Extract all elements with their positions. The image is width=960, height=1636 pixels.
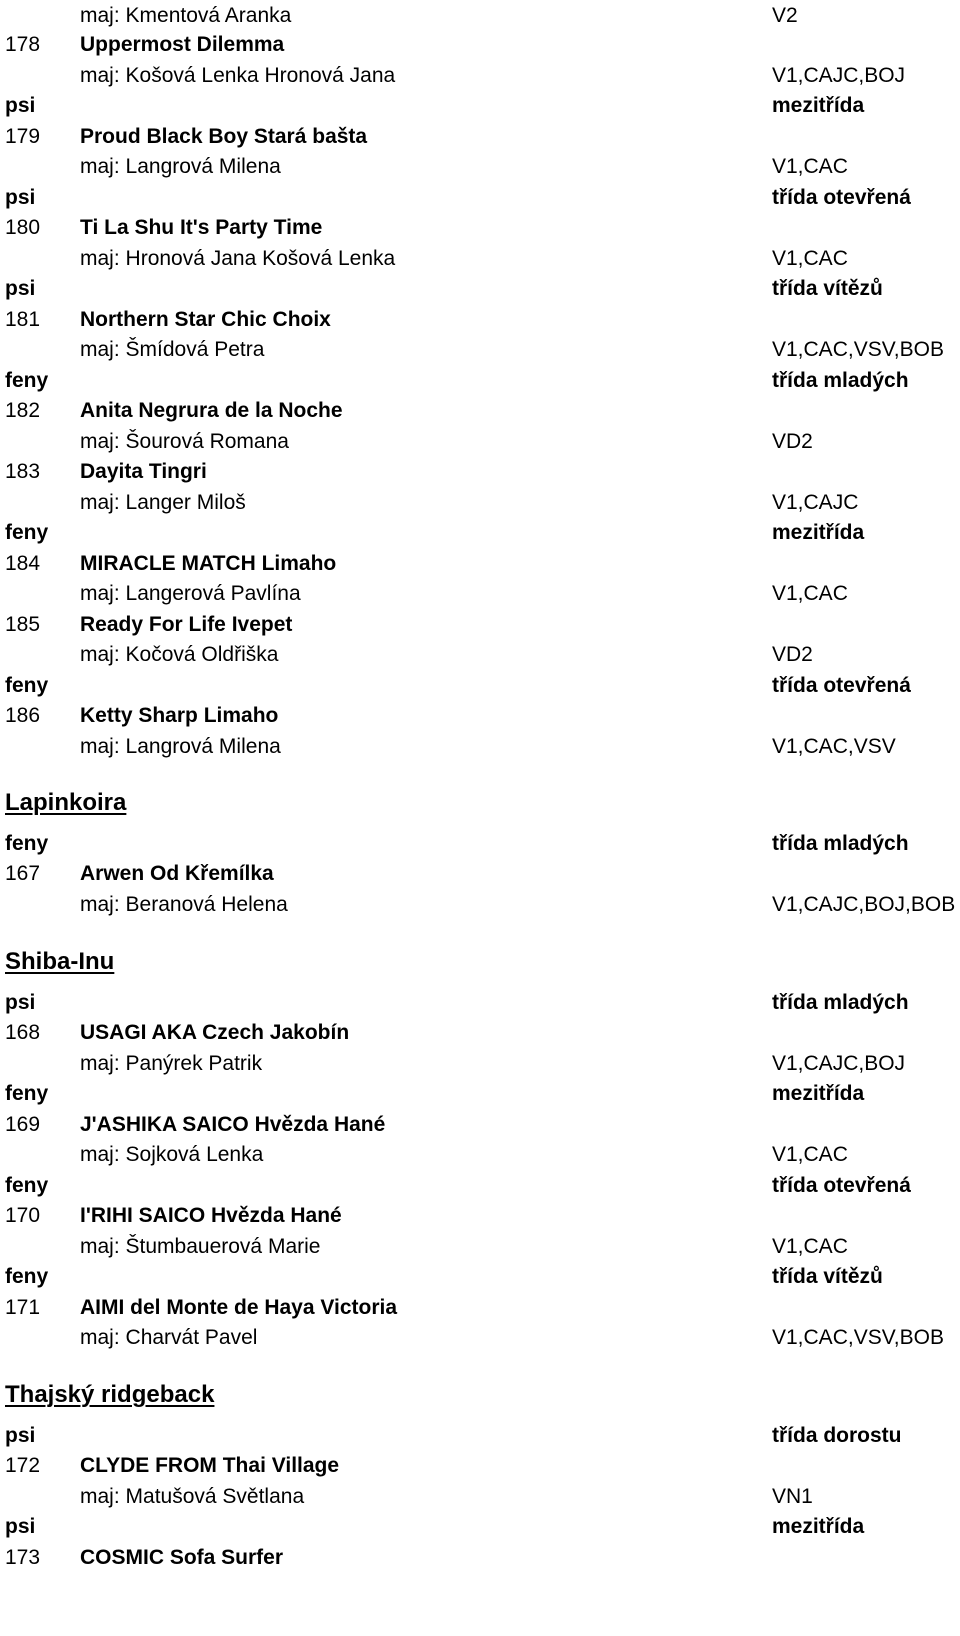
sex-label: psi	[5, 991, 36, 1014]
dog-name: Ti La Shu It's Party Time	[80, 216, 323, 239]
dog-name-row	[0, 212, 960, 244]
owner	[80, 1322, 257, 1354]
dog-name: Arwen Od Křemílka	[80, 862, 274, 885]
owner	[80, 1139, 263, 1171]
dog-name: Ready For Life Ivepet	[80, 613, 293, 636]
breed-heading: Lapinkoira	[5, 789, 127, 816]
class-row	[0, 1261, 960, 1293]
sex-label: feny	[5, 1174, 49, 1197]
class-label: třída mladých	[772, 991, 909, 1014]
owner-row	[0, 639, 960, 671]
catalog-number: 181	[5, 308, 41, 331]
owner-name: Kmentová Aranka	[125, 4, 292, 27]
breed-heading: Thajský ridgeback	[5, 1381, 215, 1408]
result: V1,CAC	[772, 155, 848, 178]
owner-name: Košová Lenka Hronová Jana	[125, 64, 396, 87]
catalog-number: 173	[5, 1546, 41, 1569]
owner-name: Charvát Pavel	[125, 1326, 258, 1349]
sex-label: psi	[5, 1515, 36, 1538]
dog-name-row	[0, 548, 960, 580]
owner-row	[0, 1139, 960, 1171]
dog-name: Proud Black Boy Stará bašta	[80, 125, 368, 148]
dog-name-row	[0, 1542, 960, 1574]
owner-prefix: maj:	[80, 4, 120, 27]
owner-row	[0, 1048, 960, 1080]
result: VD2	[772, 643, 813, 666]
owner-row	[0, 60, 960, 92]
catalog-number: 182	[5, 399, 41, 422]
class-row	[0, 90, 960, 122]
result: V2	[772, 4, 798, 27]
dog-name: Northern Star Chic Choix	[80, 308, 331, 331]
class-row	[0, 670, 960, 702]
owner-row	[0, 889, 960, 921]
class-label: třída otevřená	[772, 186, 911, 209]
catalog-number: 169	[5, 1113, 41, 1136]
class-row	[0, 182, 960, 214]
dog-name: Anita Negrura de la Noche	[80, 399, 343, 422]
owner-prefix: maj:	[80, 247, 120, 270]
class-row	[0, 273, 960, 305]
class-row	[0, 828, 960, 860]
catalog-number: 178	[5, 33, 41, 56]
dog-name: USAGI AKA Czech Jakobín	[80, 1021, 350, 1044]
catalog-number: 171	[5, 1296, 41, 1319]
owner-prefix: maj:	[80, 1143, 120, 1166]
dog-name-row	[0, 29, 960, 61]
result: V1,CAC	[772, 247, 848, 270]
dog-name-row	[0, 1450, 960, 1482]
owner	[80, 578, 301, 610]
owner-name: Langrová Milena	[125, 155, 281, 178]
catalog-number: 179	[5, 125, 41, 148]
catalog-number: 167	[5, 862, 41, 885]
dog-name: J'ASHIKA SAICO Hvězda Hané	[80, 1113, 386, 1136]
result: V1,CAC	[772, 582, 848, 605]
owner	[80, 639, 278, 671]
class-label: třída otevřená	[772, 674, 911, 697]
catalog-number: 170	[5, 1204, 41, 1227]
catalog-number: 184	[5, 552, 41, 575]
owner-name: Štumbauerová Marie	[125, 1235, 321, 1258]
class-row	[0, 1511, 960, 1543]
owner	[80, 60, 395, 92]
result: V1,CAJC	[772, 491, 859, 514]
owner	[80, 1048, 262, 1080]
result: V1,CAC,VSV,BOB	[772, 1326, 944, 1349]
class-label: mezitřída	[772, 1515, 865, 1538]
result: V1,CAC	[772, 1143, 848, 1166]
owner-name: Langer Miloš	[125, 491, 246, 514]
owner-prefix: maj:	[80, 1235, 120, 1258]
owner	[80, 426, 289, 458]
owner-name: Šourová Romana	[125, 430, 289, 453]
owner-prefix: maj:	[80, 155, 120, 178]
dog-name: MIRACLE MATCH Limaho	[80, 552, 337, 575]
dog-name: CLYDE FROM Thai Village	[80, 1454, 340, 1477]
sex-label: feny	[5, 521, 49, 544]
dog-name: Dayita Tingri	[80, 460, 207, 483]
catalog-number: 185	[5, 613, 41, 636]
dog-name: Uppermost Dilemma	[80, 33, 285, 56]
class-label: třída vítězů	[772, 277, 883, 300]
owner	[80, 487, 246, 519]
sex-label: feny	[5, 674, 49, 697]
result: V1,CAC,VSV	[772, 735, 896, 758]
sex-label: feny	[5, 832, 49, 855]
dog-name-row	[0, 304, 960, 336]
owner	[80, 334, 264, 366]
sex-label: psi	[5, 277, 36, 300]
owner-row	[0, 151, 960, 183]
dog-name-row	[0, 121, 960, 153]
class-label: třída mladých	[772, 369, 909, 392]
owner	[80, 1481, 304, 1513]
class-row	[0, 1170, 960, 1202]
class-row	[0, 517, 960, 549]
class-label: třída dorostu	[772, 1424, 902, 1447]
owner-prefix: maj:	[80, 893, 120, 916]
class-label: třída otevřená	[772, 1174, 911, 1197]
owner-prefix: maj:	[80, 491, 120, 514]
catalog-number: 172	[5, 1454, 41, 1477]
result: V1,CAJC,BOJ,BOB	[772, 893, 956, 916]
owner-prefix: maj:	[80, 1485, 120, 1508]
class-label: třída mladých	[772, 832, 909, 855]
dog-name-row	[0, 609, 960, 641]
owner-prefix: maj:	[80, 1052, 120, 1075]
class-row	[0, 365, 960, 397]
class-label: mezitřída	[772, 521, 865, 544]
owner-prefix: maj:	[80, 643, 120, 666]
dog-name-row	[0, 858, 960, 890]
owner-name: Hronová Jana Košová Lenka	[125, 247, 396, 270]
owner-name: Sojková Lenka	[125, 1143, 264, 1166]
owner-name: Šmídová Petra	[125, 338, 265, 361]
owner-row	[0, 1231, 960, 1263]
dog-name-row	[0, 1017, 960, 1049]
class-label: mezitřída	[772, 1082, 865, 1105]
result: V1,CAJC,BOJ	[772, 64, 906, 87]
sex-label: feny	[5, 1265, 49, 1288]
sex-label: psi	[5, 94, 36, 117]
catalog-number: 180	[5, 216, 41, 239]
owner-prefix: maj:	[80, 735, 120, 758]
owner	[80, 243, 395, 275]
dog-name-row	[0, 1292, 960, 1324]
owner-row	[0, 334, 960, 366]
owner-prefix: maj:	[80, 64, 120, 87]
owner-prefix: maj:	[80, 582, 120, 605]
dog-name-row	[0, 456, 960, 488]
owner-row	[0, 578, 960, 610]
dog-name: AIMI del Monte de Haya Victoria	[80, 1296, 398, 1319]
owner	[80, 1231, 320, 1263]
owner-prefix: maj:	[80, 338, 120, 361]
class-label: třída vítězů	[772, 1265, 883, 1288]
dog-name-row	[0, 1200, 960, 1232]
owner	[80, 731, 281, 763]
dog-name: I'RIHI SAICO Hvězda Hané	[80, 1204, 342, 1227]
catalog-number: 186	[5, 704, 41, 727]
result: V1,CAC,VSV,BOB	[772, 338, 944, 361]
class-row	[0, 1420, 960, 1452]
owner-name: Panýrek Patrik	[125, 1052, 263, 1075]
catalog-number: 168	[5, 1021, 41, 1044]
sex-label: feny	[5, 369, 49, 392]
sex-label: psi	[5, 186, 36, 209]
owner-row	[0, 426, 960, 458]
owner-prefix: maj:	[80, 430, 120, 453]
sex-label: psi	[5, 1424, 36, 1447]
owner-name: Langerová Pavlína	[125, 582, 301, 605]
result: VD2	[772, 430, 813, 453]
owner-name: Matušová Světlana	[125, 1485, 305, 1508]
owner-row	[0, 731, 960, 763]
dog-name-row	[0, 1109, 960, 1141]
dog-name-row	[0, 700, 960, 732]
owner-name: Kočová Oldřiška	[125, 643, 279, 666]
owner-prefix: maj:	[80, 1326, 120, 1349]
owner-row	[0, 1481, 960, 1513]
owner-name: Langrová Milena	[125, 735, 281, 758]
dog-name: COSMIC Sofa Surfer	[80, 1546, 284, 1569]
result: V1,CAC	[772, 1235, 848, 1258]
owner-row	[0, 487, 960, 519]
sex-label: feny	[5, 1082, 49, 1105]
owner-row	[0, 243, 960, 275]
owner-name: Beranová Helena	[125, 893, 288, 916]
catalog-number: 183	[5, 460, 41, 483]
class-row	[0, 987, 960, 1019]
owner-row	[0, 0, 960, 32]
result: V1,CAJC,BOJ	[772, 1052, 906, 1075]
owner-row	[0, 1322, 960, 1354]
owner	[80, 151, 281, 183]
dog-name-row	[0, 395, 960, 427]
class-label: mezitřída	[772, 94, 865, 117]
breed-heading: Shiba-Inu	[5, 948, 115, 975]
result: VN1	[772, 1485, 813, 1508]
class-row	[0, 1078, 960, 1110]
owner	[80, 889, 288, 921]
dog-name: Ketty Sharp Limaho	[80, 704, 279, 727]
owner	[80, 0, 291, 32]
